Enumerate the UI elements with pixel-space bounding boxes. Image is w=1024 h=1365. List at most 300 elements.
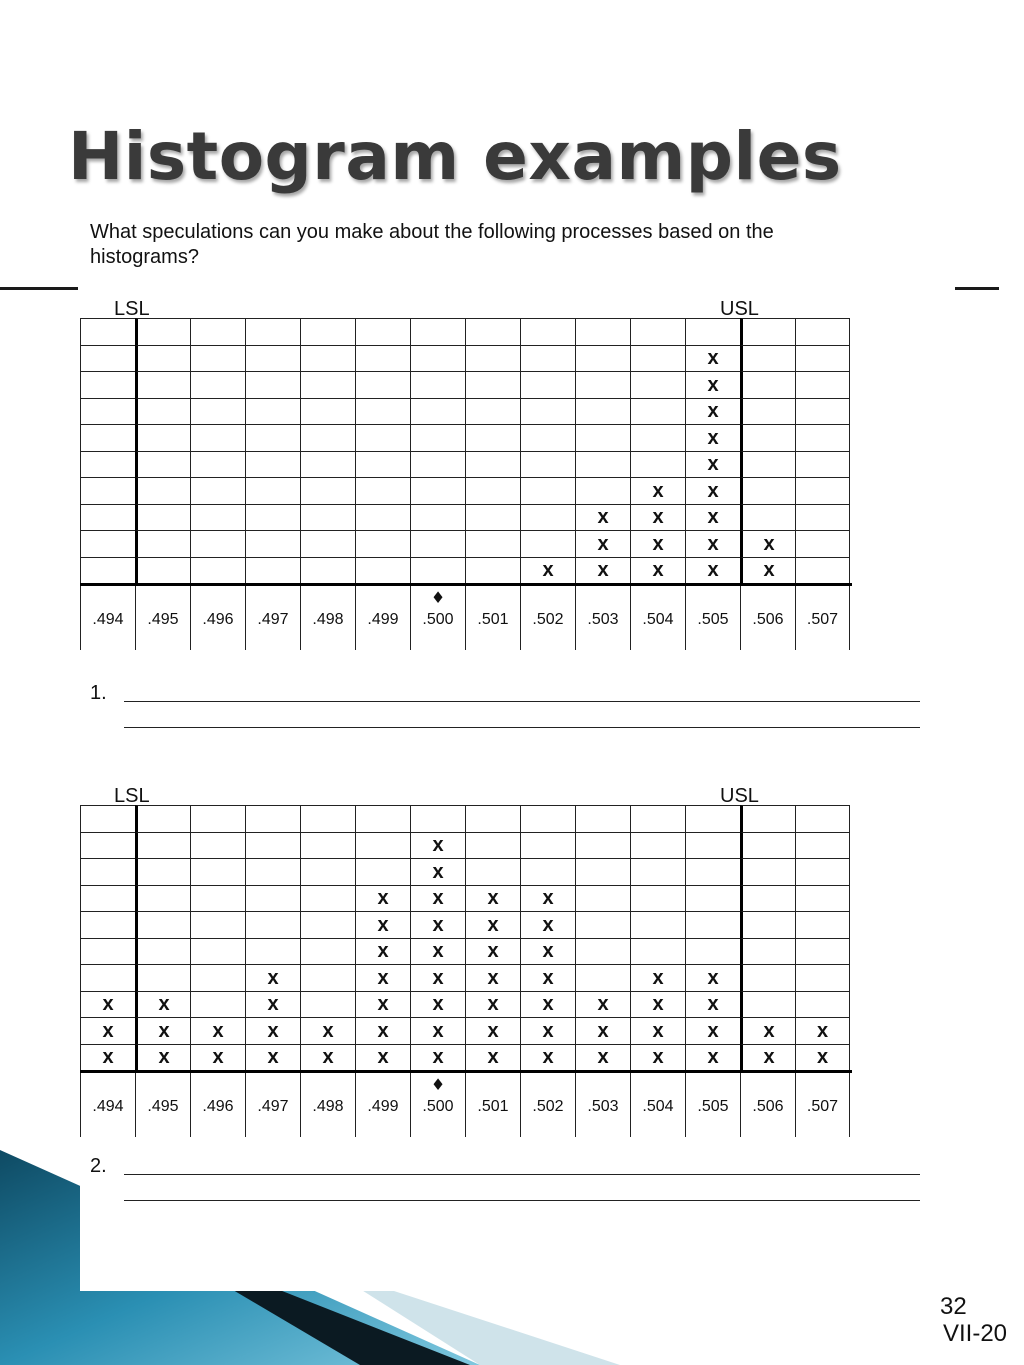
grid-cell bbox=[795, 318, 850, 345]
x-mark: x bbox=[685, 530, 740, 557]
x-mark: x bbox=[630, 557, 685, 584]
grid-cell bbox=[740, 911, 795, 938]
x-tick-label: .496 bbox=[202, 1098, 234, 1115]
x-mark: x bbox=[520, 964, 575, 991]
answer-number-2: 2. bbox=[90, 1155, 107, 1177]
grid-row bbox=[80, 371, 852, 398]
x-tick-cell bbox=[795, 1073, 850, 1137]
grid-cell bbox=[575, 805, 630, 832]
grid-cell bbox=[465, 504, 520, 531]
grid-cell bbox=[135, 964, 190, 991]
grid-row bbox=[80, 832, 852, 859]
x-mark: x bbox=[685, 451, 740, 478]
grid-cell bbox=[355, 832, 410, 859]
grid-cell bbox=[410, 477, 465, 504]
lsl-label: LSL bbox=[114, 785, 150, 807]
x-mark: x bbox=[575, 504, 630, 531]
grid-cell bbox=[465, 557, 520, 584]
grid-cell bbox=[575, 858, 630, 885]
answer-line[interactable] bbox=[124, 1200, 920, 1201]
grid-cell bbox=[630, 832, 685, 859]
grid-cell bbox=[300, 938, 355, 965]
grid-cell bbox=[630, 938, 685, 965]
grid-cell bbox=[465, 398, 520, 425]
grid-cell bbox=[135, 477, 190, 504]
grid-cell bbox=[80, 832, 135, 859]
x-tick-label: .506 bbox=[752, 1098, 784, 1115]
grid-cell bbox=[685, 318, 740, 345]
x-mark: x bbox=[300, 1017, 355, 1044]
x-tick-cell bbox=[190, 1073, 245, 1137]
grid-cell bbox=[740, 805, 795, 832]
grid-cell bbox=[575, 451, 630, 478]
x-mark: x bbox=[355, 964, 410, 991]
grid-cell bbox=[300, 477, 355, 504]
grid-cell bbox=[80, 805, 135, 832]
grid-cell bbox=[575, 398, 630, 425]
grid-cell bbox=[245, 557, 300, 584]
grid-cell bbox=[300, 805, 355, 832]
x-tick-label: .500 bbox=[422, 611, 454, 628]
grid-cell bbox=[520, 858, 575, 885]
grid-cell bbox=[245, 318, 300, 345]
x-mark: x bbox=[355, 911, 410, 938]
grid-cell bbox=[190, 424, 245, 451]
x-tick-cell bbox=[355, 586, 410, 650]
x-mark: x bbox=[410, 1017, 465, 1044]
x-mark: x bbox=[135, 1044, 190, 1071]
x-mark: x bbox=[575, 557, 630, 584]
grid-cell bbox=[740, 398, 795, 425]
grid-cell bbox=[465, 832, 520, 859]
grid-row bbox=[80, 345, 852, 372]
x-mark: x bbox=[245, 1044, 300, 1071]
x-mark: x bbox=[685, 964, 740, 991]
grid-cell bbox=[135, 557, 190, 584]
answer-line[interactable] bbox=[124, 727, 920, 728]
x-mark: x bbox=[465, 1044, 520, 1071]
grid-cell bbox=[465, 318, 520, 345]
x-tick-cell bbox=[630, 1073, 685, 1137]
x-tick-label: .495 bbox=[147, 1098, 179, 1115]
x-mark: x bbox=[410, 1044, 465, 1071]
x-tick-label: .501 bbox=[477, 611, 509, 628]
grid-cell bbox=[190, 371, 245, 398]
grid-cell bbox=[795, 885, 850, 912]
x-tick-cell bbox=[355, 1073, 410, 1137]
x-mark: x bbox=[685, 1044, 740, 1071]
grid-cell bbox=[190, 832, 245, 859]
x-mark: x bbox=[575, 991, 630, 1018]
grid-row bbox=[80, 424, 852, 451]
grid-cell bbox=[685, 911, 740, 938]
x-tick-cell bbox=[80, 586, 135, 650]
grid-cell bbox=[135, 424, 190, 451]
x-tick-cell bbox=[190, 586, 245, 650]
x-tick-cell bbox=[135, 1073, 190, 1137]
grid-cell bbox=[630, 858, 685, 885]
x-mark: x bbox=[410, 832, 465, 859]
grid-cell bbox=[300, 451, 355, 478]
grid-cell bbox=[300, 557, 355, 584]
grid-cell bbox=[520, 424, 575, 451]
grid-row bbox=[80, 318, 852, 345]
x-tick-label: .505 bbox=[697, 1098, 729, 1115]
x-mark: x bbox=[630, 991, 685, 1018]
title-rule-left bbox=[0, 287, 78, 290]
slide-number: 32 bbox=[940, 1293, 967, 1320]
grid-cell bbox=[300, 858, 355, 885]
grid-cell bbox=[685, 885, 740, 912]
grid-cell bbox=[190, 938, 245, 965]
x-tick-label: .501 bbox=[477, 1098, 509, 1115]
grid-cell bbox=[630, 318, 685, 345]
x-mark: x bbox=[575, 1044, 630, 1071]
grid-cell bbox=[575, 832, 630, 859]
grid-cell bbox=[740, 938, 795, 965]
grid-cell bbox=[740, 504, 795, 531]
x-tick-label: .503 bbox=[587, 611, 619, 628]
grid-cell bbox=[190, 318, 245, 345]
x-mark: x bbox=[410, 938, 465, 965]
grid-cell bbox=[245, 345, 300, 372]
x-mark: x bbox=[520, 911, 575, 938]
grid-cell bbox=[190, 964, 245, 991]
grid-cell bbox=[135, 371, 190, 398]
grid-cell bbox=[465, 345, 520, 372]
grid-cell bbox=[245, 832, 300, 859]
x-tick-cell bbox=[685, 1073, 740, 1137]
x-mark: x bbox=[630, 504, 685, 531]
grid-cell bbox=[795, 805, 850, 832]
grid-cell bbox=[520, 398, 575, 425]
grid-cell bbox=[355, 504, 410, 531]
grid-cell bbox=[795, 557, 850, 584]
grid-cell bbox=[795, 451, 850, 478]
grid-cell bbox=[80, 530, 135, 557]
x-tick-label: .494 bbox=[92, 611, 124, 628]
x-mark: x bbox=[355, 1044, 410, 1071]
grid-cell bbox=[410, 371, 465, 398]
x-mark: x bbox=[575, 530, 630, 557]
grid-row bbox=[80, 805, 852, 832]
x-mark: x bbox=[355, 991, 410, 1018]
x-tick-cell bbox=[410, 1073, 465, 1137]
x-mark: x bbox=[190, 1017, 245, 1044]
grid-cell bbox=[245, 530, 300, 557]
x-tick-label: .495 bbox=[147, 611, 179, 628]
grid-cell bbox=[245, 371, 300, 398]
grid-cell bbox=[245, 805, 300, 832]
grid-cell bbox=[575, 938, 630, 965]
grid-cell bbox=[465, 371, 520, 398]
grid-cell bbox=[410, 345, 465, 372]
grid-cell bbox=[795, 964, 850, 991]
x-mark: x bbox=[410, 858, 465, 885]
x-tick-label: .502 bbox=[532, 611, 564, 628]
grid-cell bbox=[685, 832, 740, 859]
x-mark: x bbox=[465, 885, 520, 912]
x-mark: x bbox=[465, 911, 520, 938]
grid-cell bbox=[740, 964, 795, 991]
x-mark: x bbox=[630, 477, 685, 504]
grid-cell bbox=[355, 371, 410, 398]
grid-cell bbox=[245, 504, 300, 531]
grid-cell bbox=[245, 451, 300, 478]
grid-cell bbox=[80, 557, 135, 584]
x-mark: x bbox=[685, 477, 740, 504]
x-mark: x bbox=[410, 964, 465, 991]
grid-cell bbox=[355, 451, 410, 478]
x-mark: x bbox=[685, 345, 740, 372]
grid-cell bbox=[135, 858, 190, 885]
x-mark: x bbox=[520, 557, 575, 584]
grid-cell bbox=[520, 371, 575, 398]
grid-cell bbox=[300, 398, 355, 425]
x-tick-label: .502 bbox=[532, 1098, 564, 1115]
x-mark: x bbox=[300, 1044, 355, 1071]
grid-cell bbox=[740, 858, 795, 885]
grid-cell bbox=[520, 504, 575, 531]
grid-cell bbox=[300, 318, 355, 345]
x-tick-label: .500 bbox=[422, 1098, 454, 1115]
grid-cell bbox=[355, 318, 410, 345]
grid-cell bbox=[80, 911, 135, 938]
x-tick-label: .496 bbox=[202, 611, 234, 628]
histogram-grid bbox=[80, 318, 852, 650]
grid-cell bbox=[300, 991, 355, 1018]
x-tick-cell bbox=[520, 586, 575, 650]
grid-cell bbox=[300, 911, 355, 938]
x-tick-label: .499 bbox=[367, 1098, 399, 1115]
grid-cell bbox=[795, 858, 850, 885]
x-mark: x bbox=[355, 1017, 410, 1044]
title-rule-right bbox=[955, 287, 999, 290]
answer-number-1: 1. bbox=[90, 682, 107, 704]
x-mark: x bbox=[135, 1017, 190, 1044]
grid-cell bbox=[740, 451, 795, 478]
grid-cell bbox=[300, 964, 355, 991]
x-mark: x bbox=[520, 1044, 575, 1071]
x-tick-label: .498 bbox=[312, 1098, 344, 1115]
grid-cell bbox=[410, 318, 465, 345]
grid-cell bbox=[190, 557, 245, 584]
grid-row bbox=[80, 398, 852, 425]
grid-cell bbox=[740, 318, 795, 345]
grid-cell bbox=[80, 858, 135, 885]
lsl-label: LSL bbox=[114, 298, 150, 320]
grid-cell bbox=[795, 345, 850, 372]
grid-cell bbox=[300, 832, 355, 859]
x-tick-cell bbox=[630, 586, 685, 650]
x-tick-label: .494 bbox=[92, 1098, 124, 1115]
grid-cell bbox=[80, 398, 135, 425]
grid-cell bbox=[355, 477, 410, 504]
x-mark: x bbox=[685, 504, 740, 531]
grid-cell bbox=[630, 398, 685, 425]
x-mark: x bbox=[245, 964, 300, 991]
grid-cell bbox=[190, 345, 245, 372]
x-mark: x bbox=[740, 1017, 795, 1044]
x-mark: x bbox=[520, 991, 575, 1018]
grid-cell bbox=[190, 398, 245, 425]
grid-cell bbox=[575, 477, 630, 504]
grid-cell bbox=[795, 991, 850, 1018]
grid-row bbox=[80, 504, 852, 531]
answer-line[interactable] bbox=[124, 701, 920, 702]
grid-cell bbox=[575, 371, 630, 398]
page-title: Histogram examples bbox=[68, 118, 842, 195]
grid-cell bbox=[740, 371, 795, 398]
grid-cell bbox=[135, 451, 190, 478]
grid-cell bbox=[355, 805, 410, 832]
grid-cell bbox=[135, 530, 190, 557]
grid-cell bbox=[245, 424, 300, 451]
grid-cell bbox=[410, 504, 465, 531]
x-mark: x bbox=[575, 1017, 630, 1044]
grid-cell bbox=[190, 858, 245, 885]
grid-cell bbox=[355, 424, 410, 451]
target-diamond-icon: ♦ bbox=[430, 588, 446, 607]
grid-row bbox=[80, 1044, 852, 1071]
grid-cell bbox=[465, 530, 520, 557]
grid-cell bbox=[740, 424, 795, 451]
usl-label: USL bbox=[720, 298, 759, 320]
grid-row bbox=[80, 477, 852, 504]
grid-cell bbox=[410, 398, 465, 425]
grid-cell bbox=[355, 858, 410, 885]
grid-cell bbox=[80, 451, 135, 478]
grid-cell bbox=[465, 451, 520, 478]
grid-cell bbox=[740, 345, 795, 372]
x-tick-cell bbox=[300, 1073, 355, 1137]
grid-cell bbox=[300, 345, 355, 372]
grid-cell bbox=[80, 318, 135, 345]
x-tick-cell bbox=[465, 586, 520, 650]
grid-cell bbox=[190, 911, 245, 938]
grid-cell bbox=[465, 805, 520, 832]
grid-cell bbox=[135, 911, 190, 938]
grid-cell bbox=[575, 318, 630, 345]
grid-row bbox=[80, 964, 852, 991]
grid-cell bbox=[300, 504, 355, 531]
x-mark: x bbox=[465, 1017, 520, 1044]
grid-cell bbox=[630, 451, 685, 478]
x-mark: x bbox=[685, 371, 740, 398]
x-axis-labels bbox=[80, 586, 852, 650]
grid-cell bbox=[80, 964, 135, 991]
x-mark: x bbox=[685, 398, 740, 425]
x-tick-label: .497 bbox=[257, 1098, 289, 1115]
grid-cell bbox=[300, 530, 355, 557]
grid-cell bbox=[520, 451, 575, 478]
x-mark: x bbox=[190, 1044, 245, 1071]
grid-cell bbox=[80, 938, 135, 965]
x-tick-cell bbox=[465, 1073, 520, 1137]
grid-cell bbox=[795, 911, 850, 938]
grid-cell bbox=[465, 424, 520, 451]
grid-cell bbox=[245, 911, 300, 938]
x-tick-cell bbox=[410, 586, 465, 650]
x-tick-label: .506 bbox=[752, 611, 784, 628]
grid-cell bbox=[80, 345, 135, 372]
grid-cell bbox=[575, 911, 630, 938]
grid-cell bbox=[685, 938, 740, 965]
grid-cell bbox=[190, 504, 245, 531]
x-tick-cell bbox=[795, 586, 850, 650]
x-tick-label: .497 bbox=[257, 611, 289, 628]
x-mark: x bbox=[410, 885, 465, 912]
grid-cell bbox=[575, 345, 630, 372]
grid-cell bbox=[520, 345, 575, 372]
x-tick-cell bbox=[575, 586, 630, 650]
grid-cell bbox=[575, 964, 630, 991]
grid-cell bbox=[245, 398, 300, 425]
x-mark: x bbox=[685, 1017, 740, 1044]
grid-cell bbox=[245, 938, 300, 965]
grid-cell bbox=[190, 477, 245, 504]
grid-cell bbox=[245, 477, 300, 504]
x-tick-label: .504 bbox=[642, 1098, 674, 1115]
grid-cell bbox=[795, 477, 850, 504]
x-mark: x bbox=[80, 1044, 135, 1071]
x-mark: x bbox=[355, 938, 410, 965]
grid-cell bbox=[80, 371, 135, 398]
grid-cell bbox=[630, 371, 685, 398]
grid-row bbox=[80, 911, 852, 938]
grid-cell bbox=[465, 477, 520, 504]
grid-cell bbox=[630, 885, 685, 912]
x-mark: x bbox=[630, 1044, 685, 1071]
x-mark: x bbox=[795, 1044, 850, 1071]
x-mark: x bbox=[465, 938, 520, 965]
x-tick-label: .499 bbox=[367, 611, 399, 628]
grid-cell bbox=[520, 805, 575, 832]
grid-cell bbox=[135, 832, 190, 859]
grid-row bbox=[80, 451, 852, 478]
grid-cell bbox=[300, 885, 355, 912]
grid-cell bbox=[135, 805, 190, 832]
grid-cell bbox=[520, 477, 575, 504]
grid-cell bbox=[135, 504, 190, 531]
grid-row bbox=[80, 530, 852, 557]
x-mark: x bbox=[740, 530, 795, 557]
grid-cell bbox=[135, 398, 190, 425]
grid-cell bbox=[685, 805, 740, 832]
x-mark: x bbox=[630, 530, 685, 557]
x-tick-label: .505 bbox=[697, 611, 729, 628]
grid-cell bbox=[575, 885, 630, 912]
grid-cell bbox=[740, 885, 795, 912]
grid-cell bbox=[520, 530, 575, 557]
answer-line[interactable] bbox=[124, 1174, 920, 1175]
x-mark: x bbox=[410, 991, 465, 1018]
grid-cell bbox=[520, 832, 575, 859]
grid-cell bbox=[740, 991, 795, 1018]
grid-cell bbox=[190, 530, 245, 557]
grid-cell bbox=[190, 885, 245, 912]
x-tick-label: .507 bbox=[806, 611, 839, 628]
grid-cell bbox=[80, 477, 135, 504]
grid-cell bbox=[630, 424, 685, 451]
x-mark: x bbox=[355, 885, 410, 912]
grid-cell bbox=[355, 530, 410, 557]
grid-cell bbox=[245, 858, 300, 885]
x-mark: x bbox=[245, 1017, 300, 1044]
grid-cell bbox=[135, 885, 190, 912]
x-axis-labels bbox=[80, 1073, 852, 1137]
grid-cell bbox=[410, 424, 465, 451]
